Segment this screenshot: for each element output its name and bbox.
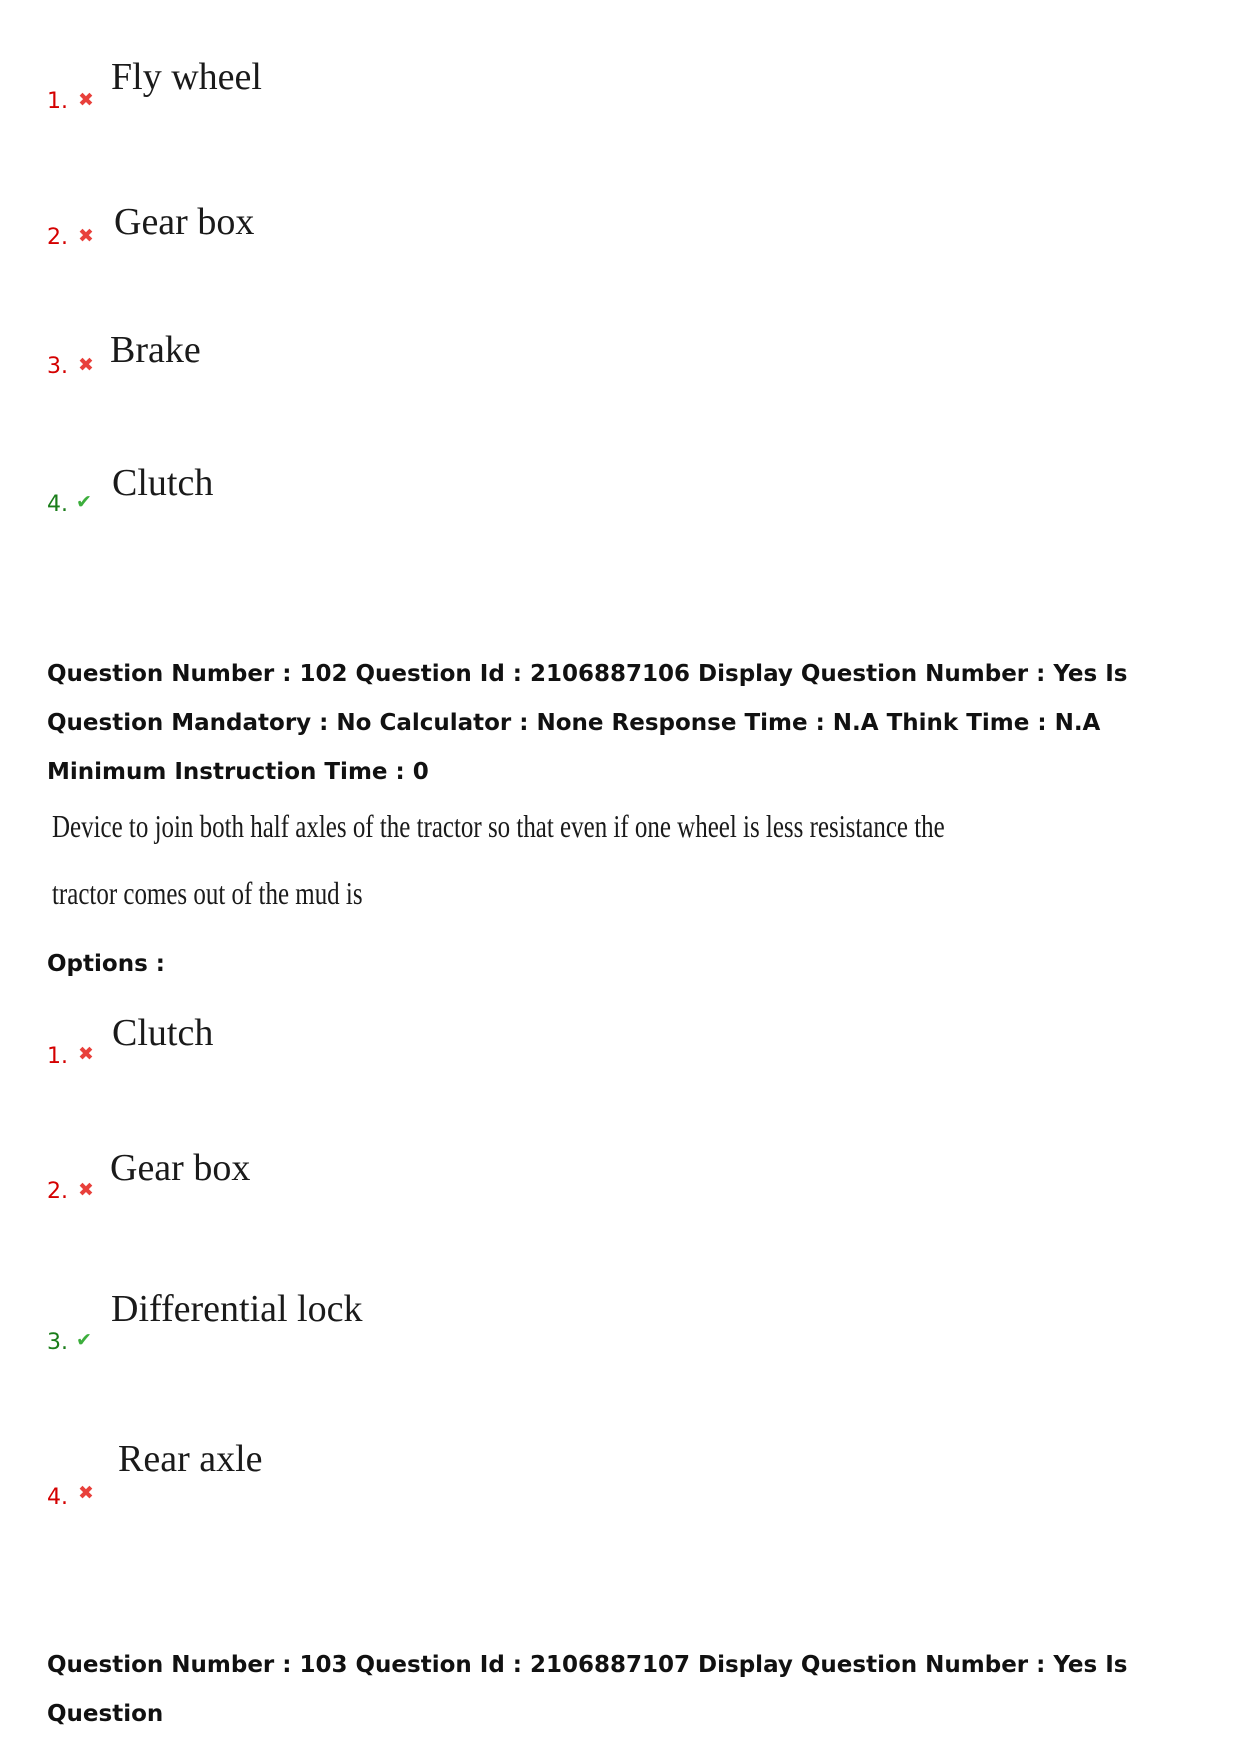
option-number: 4.	[47, 1485, 68, 1510]
option-1	[0, 55, 1240, 145]
options-label: Options :	[47, 951, 165, 977]
option-2	[0, 1146, 1240, 1236]
option-3	[0, 1287, 1240, 1377]
option-text: Rear axle	[118, 1438, 263, 1480]
cross-icon: ✖	[78, 1043, 94, 1065]
check-icon: ✔	[76, 1329, 92, 1351]
option-number: 3.	[47, 354, 68, 379]
option-number: 2.	[47, 225, 68, 250]
option-1	[0, 1011, 1240, 1101]
check-icon: ✔	[76, 491, 92, 513]
option-text: Brake	[110, 329, 201, 371]
option-2	[0, 200, 1240, 290]
option-text: Gear box	[110, 1147, 251, 1189]
cross-icon: ✖	[78, 1179, 94, 1201]
option-text: Clutch	[112, 462, 214, 504]
cross-icon: ✖	[78, 225, 94, 247]
cross-icon: ✖	[78, 1482, 94, 1504]
option-text: Clutch	[112, 1012, 214, 1054]
option-number: 1.	[47, 1044, 68, 1069]
cross-icon: ✖	[78, 354, 94, 376]
option-number: 1.	[47, 89, 68, 114]
question-text-line-2: tractor comes out of the mud is	[52, 875, 363, 911]
option-text: Fly wheel	[111, 56, 262, 98]
option-4	[0, 461, 1240, 551]
option-number: 2.	[47, 1179, 68, 1204]
question-text-line-1: Device to join both half axles of the tractor so that even if one wheel is less resistance the	[52, 808, 945, 844]
question-meta-103: Question Number : 103 Question Id : 2106887107 Display Question Number : Yes Is Question	[47, 1652, 1128, 1727]
option-number: 4.	[47, 492, 68, 517]
option-3	[0, 328, 1240, 418]
option-text: Differential lock	[111, 1288, 363, 1330]
option-text: Gear box	[114, 201, 255, 243]
option-4	[0, 1437, 1240, 1527]
cross-icon: ✖	[78, 89, 94, 111]
option-number: 3.	[47, 1330, 68, 1355]
question-meta-102: Question Number : 102 Question Id : 2106887106 Display Question Number : Yes Is Question Mandatory : No Calculator : None Response Time : N.A Think Time : N.A Minimum Instruction Time : 0	[47, 661, 1128, 785]
